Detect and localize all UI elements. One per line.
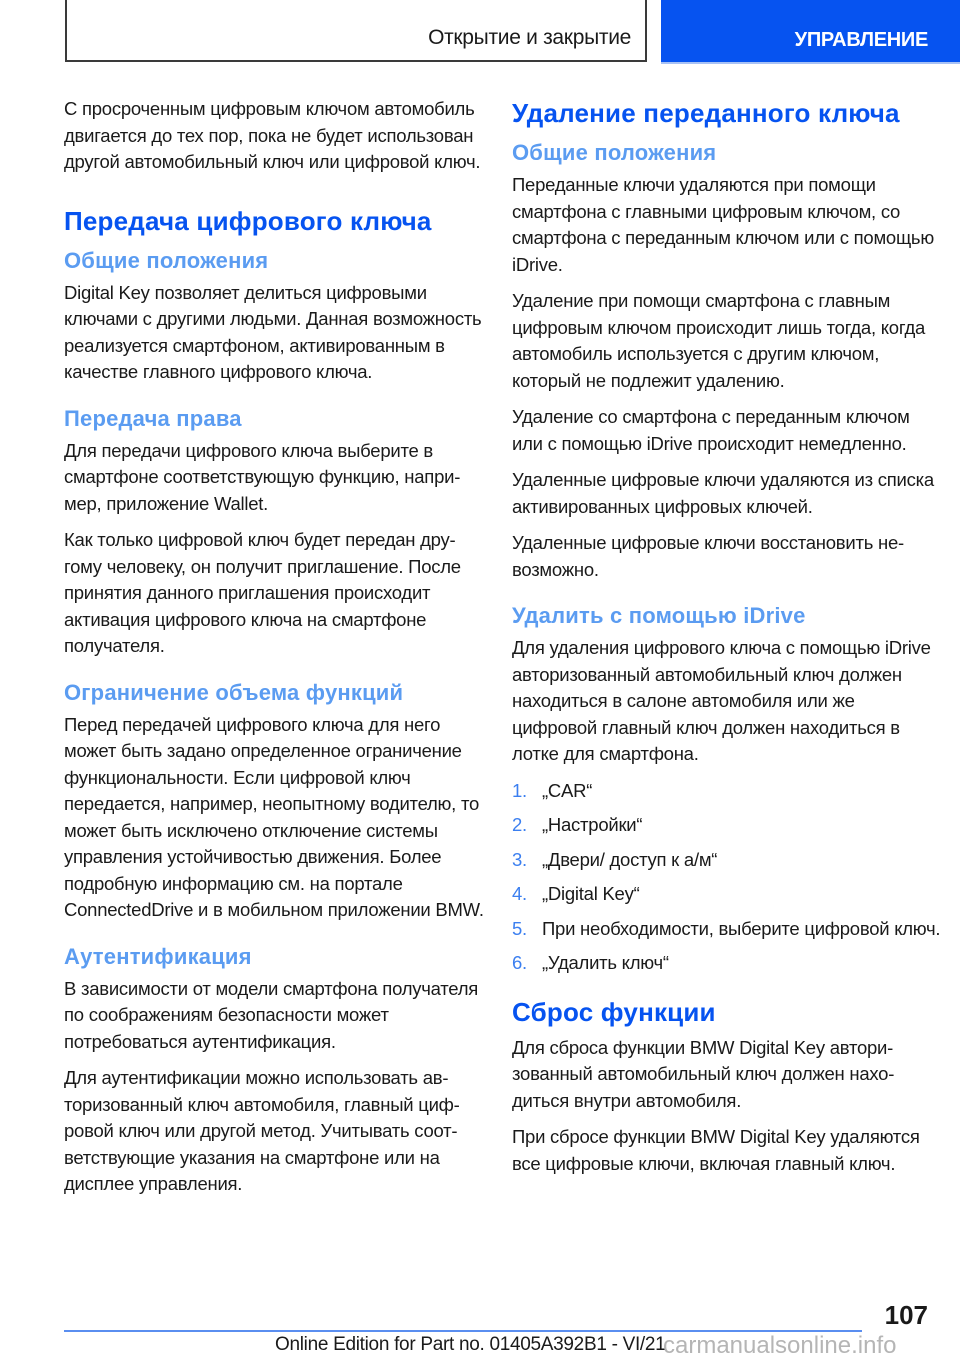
list-item — [512, 778, 942, 805]
step-text: „Digital Key“ — [542, 883, 640, 904]
subsection-title-delete-idrive: Удалить с помощью iDrive — [512, 603, 806, 628]
section-tab-label: Открытие и закрытие — [428, 26, 631, 49]
step-text: „Настройки“ — [542, 814, 643, 835]
chapter-tab-label: УПРАВЛЕНИЕ — [794, 29, 928, 51]
paragraph: Как только цифровой ключ будет передан другому человеку, он получит приглашение. После принятия данного приглашения происходит активация цифрового ключа на смартфоне получателя. — [64, 529, 461, 656]
paragraph: Удаление при помощи смартфона с главным цифровым ключом происходит лишь тогда, когда автомобиль используется с другим ключом, который не подлежит удалению. — [512, 290, 926, 391]
step-number: 4. — [512, 883, 527, 904]
paragraph: Для аутентификации можно использовать авторизованный ключ автомобиля, главный цифровой ключ или другой метод. Учитывать соответствующие указания на смартфоне или на дисплее управления. — [64, 1067, 460, 1194]
watermark: carmanualsonline.info — [663, 1332, 897, 1359]
section-title-transfer: Передача цифрового ключа — [64, 205, 432, 236]
list-item — [512, 881, 942, 908]
paragraph: Digital Key позволяет делиться цифровыми ключами с другими людьми. Данная возможность реализуется смартфоном, активированным в качестве главного цифрового ключа. — [64, 281, 482, 382]
page-number: 107 — [884, 1300, 928, 1330]
paragraph: Для удаления цифрового ключа с помощью iDrive авторизованный автомобильный ключ должен находиться в салоне автомобиля или же цифровой главный ключ должен находиться в лотке для смартфона. — [512, 637, 931, 764]
step-number: 6. — [512, 952, 527, 973]
subsection-title-limitation: Ограничение объема функций — [64, 679, 404, 705]
paragraph: Удаленные цифровые ключи восстановить невозможно. — [512, 532, 905, 580]
paragraph: Удаленные цифровые ключи удаляются из списка активированных цифровых ключей. — [512, 469, 934, 517]
intro-paragraph: С просроченным цифровым ключом автомобиль двигается до тех пор, пока не будет использован другой автомобильный ключ или цифровой ключ. — [64, 98, 481, 172]
list-item — [512, 950, 942, 977]
step-number: 5. — [512, 917, 527, 939]
list-item — [512, 847, 942, 874]
section-title-reset: Сброс функции — [512, 996, 716, 1027]
left-column — [64, 96, 484, 1208]
step-text: „CAR“ — [542, 779, 593, 801]
subsection-title-general: Общие положения — [64, 247, 269, 273]
section-tab — [65, 0, 647, 62]
subsection-title-general: Общие положения — [512, 140, 717, 165]
subsection-title-authentication: Аутентификация — [64, 943, 252, 969]
chapter-tab — [661, 0, 960, 64]
step-text: При необходимости, выберите цифровой ключ. — [542, 917, 941, 939]
paragraph: Перед передачей цифрового ключа для него может быть задано определенное ограничение функциональности. Если цифровой ключ передается, например, неопытному водителю, то может быть исключено отключение системы управления устойчивостью движения. Более подробную информацию см. на портале ConnectedDrive и в мобильном приложении BMW. — [64, 713, 484, 920]
list-item — [512, 916, 942, 943]
step-number: 3. — [512, 848, 527, 870]
paragraph: Для передачи цифрового ключа выберите в смартфоне соответствующую функцию, например, приложение Wallet. — [64, 439, 461, 514]
right-column — [512, 96, 942, 1187]
paragraph: В зависимости от модели смартфона получателя по соображениям безопасности может потребоваться аутентификация. — [64, 977, 479, 1052]
section-title-delete: Удаление переданного ключа — [512, 98, 900, 128]
paragraph: При сбросе функции BMW Digital Key удаляются все цифровые ключи, включая главный ключ. — [512, 1126, 920, 1174]
edition-text: Online Edition for Part no. 01405A392B1 - VI/21 — [275, 1334, 666, 1355]
step-text: „Удалить ключ“ — [542, 952, 669, 973]
subsection-title-transfer-right: Передача права — [64, 405, 242, 431]
step-number: 2. — [512, 814, 527, 835]
paragraph: Для сброса функции BMW Digital Key авторизованный автомобильный ключ должен находиться внутри автомобиля. — [512, 1036, 895, 1111]
step-text: „Двери/ доступ к а/м“ — [542, 848, 718, 870]
step-number: 1. — [512, 779, 527, 801]
paragraph: Переданные ключи удаляются при помощи смартфона с главными цифровым ключом, со смартфона с переданным ключом или с помощью iDrive. — [512, 174, 934, 275]
list-item — [512, 812, 942, 839]
steps-list — [512, 778, 942, 977]
paragraph: Удаление со смартфона с переданным ключом или с помощью iDrive происходит немедленно. — [512, 406, 910, 454]
